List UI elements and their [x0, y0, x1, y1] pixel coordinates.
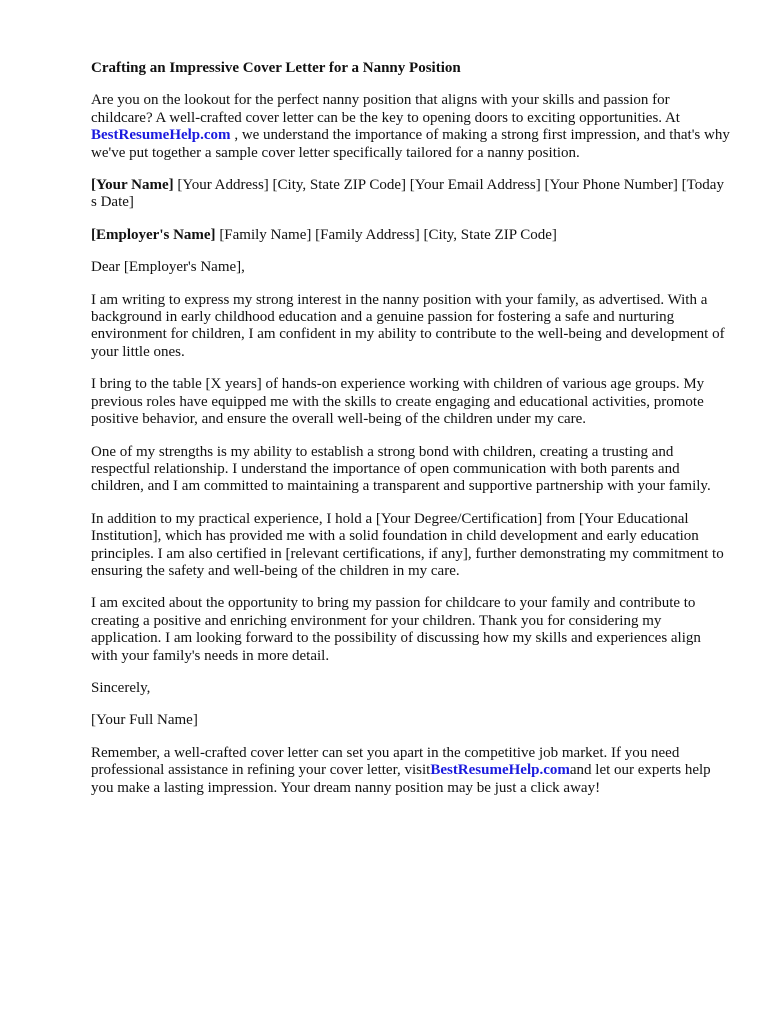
outro-site-link[interactable]: BestResumeHelp.com [430, 762, 570, 779]
sender-name: [Your Name] [91, 177, 174, 194]
recipient-block [91, 227, 731, 244]
body-paragraph-1: I am writing to express my strong interest in the nanny position with your family, as advertised. With a background in early childhood education and a genuine passion for fostering a safe and nurturing environment for children, I am confident in my ability to contribute to the well-being and development of your little ones. [91, 291, 725, 360]
intro-text-after: , we understand the importance of making a strong first impression, and that's why we've put together a sample cover letter specifically tailored for a nanny position. [91, 127, 730, 161]
document-title: Crafting an Impressive Cover Letter for a Nanny Position [91, 60, 461, 76]
body-paragraph-3: One of my strengths is my ability to establish a strong bond with children, creating a trusting and respectful relationship. I understand the importance of open communication with both parents and children, and I am committed to maintaining a transparent and supportive partnership with your family. [91, 443, 711, 495]
body-paragraph-2: I bring to the table [X years] of hands-on experience working with children of various age groups. My previous roles have equipped me with the skills to create engaging and educational activities, promote positive behavior, and ensure the overall well-being of the children under my care. [91, 376, 705, 428]
document-page [91, 60, 731, 812]
closing: Sincerely, [91, 679, 151, 696]
intro-paragraph [91, 92, 731, 162]
outro-paragraph [91, 745, 731, 797]
greeting: Dear [Employer's Name], [91, 259, 245, 276]
outro-text-after: and let our experts help you make a lasting impression. Your dream nanny position may be just a click away! [91, 762, 711, 796]
outro-text-before: Remember, a well-crafted cover letter can set you apart in the competitive job market. If you need professional assistance in refining your cover letter, visit [91, 744, 680, 779]
body-paragraph-5: I am excited about the opportunity to bring my passion for childcare to your family and contribute to creating a positive and enriching environment for your children. Thank you for considering my application. I am looking forward to the possibility of discussing how my skills and experiences align with your family's needs in more detail. [91, 595, 701, 664]
intro-site-link[interactable]: BestResumeHelp.com [91, 127, 231, 144]
sender-details: [Your Address] [City, State ZIP Code] [Your Email Address] [Your Phone Number] [Today s Date] [91, 177, 724, 211]
recipient-details: [Family Name] [Family Address] [City, State ZIP Code] [219, 226, 557, 243]
sender-block [91, 177, 731, 212]
intro-text-before: Are you on the lookout for the perfect nanny position that aligns with your skills and passion for childcare? A well-crafted cover letter can be the key to opening doors to exciting opportunities. At [91, 92, 680, 126]
body-paragraph-4: In addition to my practical experience, I hold a [Your Degree/Certification] from [Your Educational Institution], which has provided me with a solid foundation in child development and early education principles. I am also certified in [relevant certifications, if any], further demonstrating my commitment to ensuring the safety and well-being of the children in my care. [91, 510, 724, 579]
recipient-name: [Employer's Name] [91, 226, 216, 243]
signature: [Your Full Name] [91, 712, 198, 729]
